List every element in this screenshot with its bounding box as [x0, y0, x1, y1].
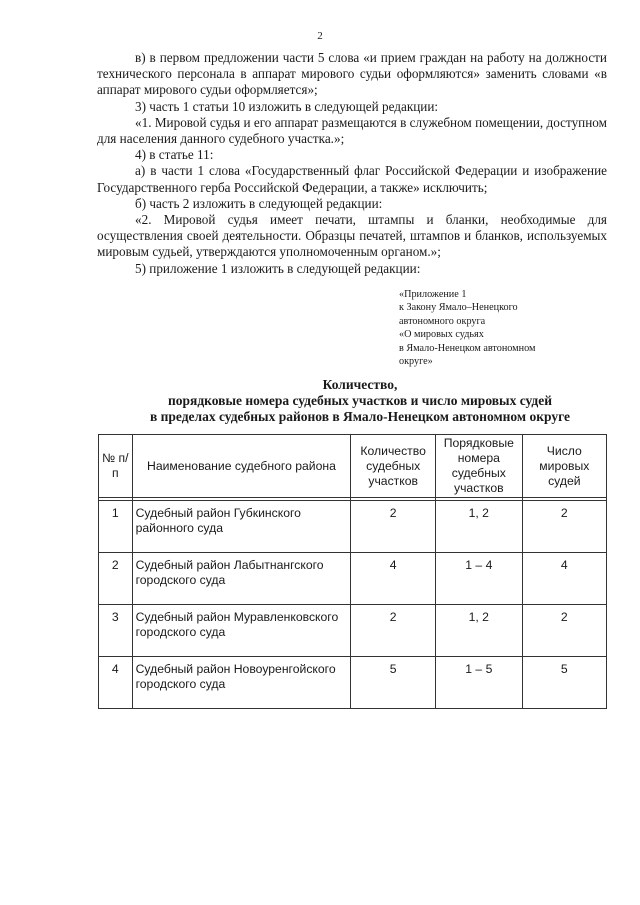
- cell-judges: 4: [522, 553, 606, 605]
- cell-numbers: 1, 2: [435, 501, 522, 553]
- table-row: [99, 605, 607, 657]
- cell-judges: 2: [522, 605, 606, 657]
- cell-num: 1: [99, 501, 133, 553]
- header-name: Наименование судебного района: [132, 435, 351, 498]
- appendix-line: «Приложение 1: [399, 289, 467, 300]
- table-row: [99, 657, 607, 709]
- header-judges: Число мировых судей: [522, 435, 606, 498]
- table-header-row: [99, 435, 607, 498]
- appendix-line: «О мировых судьях: [399, 329, 484, 341]
- cell-name: Судебный район Новоуренгойского городского суда: [132, 657, 351, 709]
- header-count: Количество судебных участков: [351, 435, 436, 498]
- title-line: в пределах судебных районов в Ямало-Ненецком автономном округе: [149, 409, 571, 424]
- appendix-reference: [399, 288, 535, 368]
- cell-numbers: 1 – 5: [435, 657, 522, 709]
- cell-name: Судебный район Губкинского районного суда: [132, 501, 351, 553]
- header-num: № п/п: [99, 435, 133, 498]
- paragraph: 3) часть 1 статьи 10 изложить в следующей редакции:: [135, 98, 439, 114]
- paragraph: в) в первом предложении части 5 слова «и прием граждан на работу на должности технического персонала в аппарат мирового судьи оформляются» заменить словами «в аппарат мирового судьи оформляется»;: [97, 50, 607, 98]
- cell-num: 3: [99, 605, 133, 657]
- cell-count: 5: [351, 657, 436, 709]
- cell-name: Судебный район Лабытнангского городского суда: [132, 553, 351, 605]
- amendment-text: [97, 50, 607, 277]
- cell-count: 4: [351, 553, 436, 605]
- court-districts-table: [98, 434, 607, 709]
- paragraph: 4) в статье 11:: [135, 147, 214, 163]
- page-number: 2: [317, 30, 323, 42]
- paragraph: б) часть 2 изложить в следующей редакции:: [135, 195, 383, 211]
- cell-name: Судебный район Муравленковского городского суда: [132, 605, 351, 657]
- cell-count: 2: [351, 605, 436, 657]
- appendix-line: округе»: [399, 356, 433, 368]
- appendix-line: в Ямало-Ненецком автономном: [399, 342, 536, 354]
- cell-num: 2: [99, 553, 133, 605]
- cell-judges: 5: [522, 657, 606, 709]
- cell-numbers: 1 – 4: [435, 553, 522, 605]
- table-row: [99, 553, 607, 605]
- title-line: Количество,: [322, 377, 398, 392]
- paragraph: «1. Мировой судья и его аппарат размещаются в служебном помещении, доступном для населения данного судебного участка.»;: [97, 114, 607, 147]
- cell-num: 4: [99, 657, 133, 709]
- appendix-line: к Закону Ямало–Ненецкого: [399, 302, 518, 314]
- table-title: [60, 377, 640, 425]
- appendix-line: автономного округа: [399, 315, 486, 327]
- paragraph: 5) приложение 1 изложить в следующей редакции:: [135, 260, 421, 276]
- paragraph: «2. Мировой судья имеет печати, штампы и бланки, необходимые для осуществления своей деятельности. Образцы печатей, штампов и бланков, используемых мировым судьей, утверждаются уполномоченным органом.»;: [97, 212, 607, 260]
- header-numbers: Порядковые номера судебных участков: [435, 435, 522, 498]
- cell-numbers: 1, 2: [435, 605, 522, 657]
- cell-count: 2: [351, 501, 436, 553]
- title-line: порядковые номера судебных участков и число мировых судей: [167, 393, 553, 408]
- table-row: [99, 501, 607, 553]
- cell-judges: 2: [522, 501, 606, 553]
- paragraph: а) в части 1 слова «Государственный флаг Российской Федерации и изображение Государственного герба Российской Федерации, а также» исключить;: [97, 163, 607, 195]
